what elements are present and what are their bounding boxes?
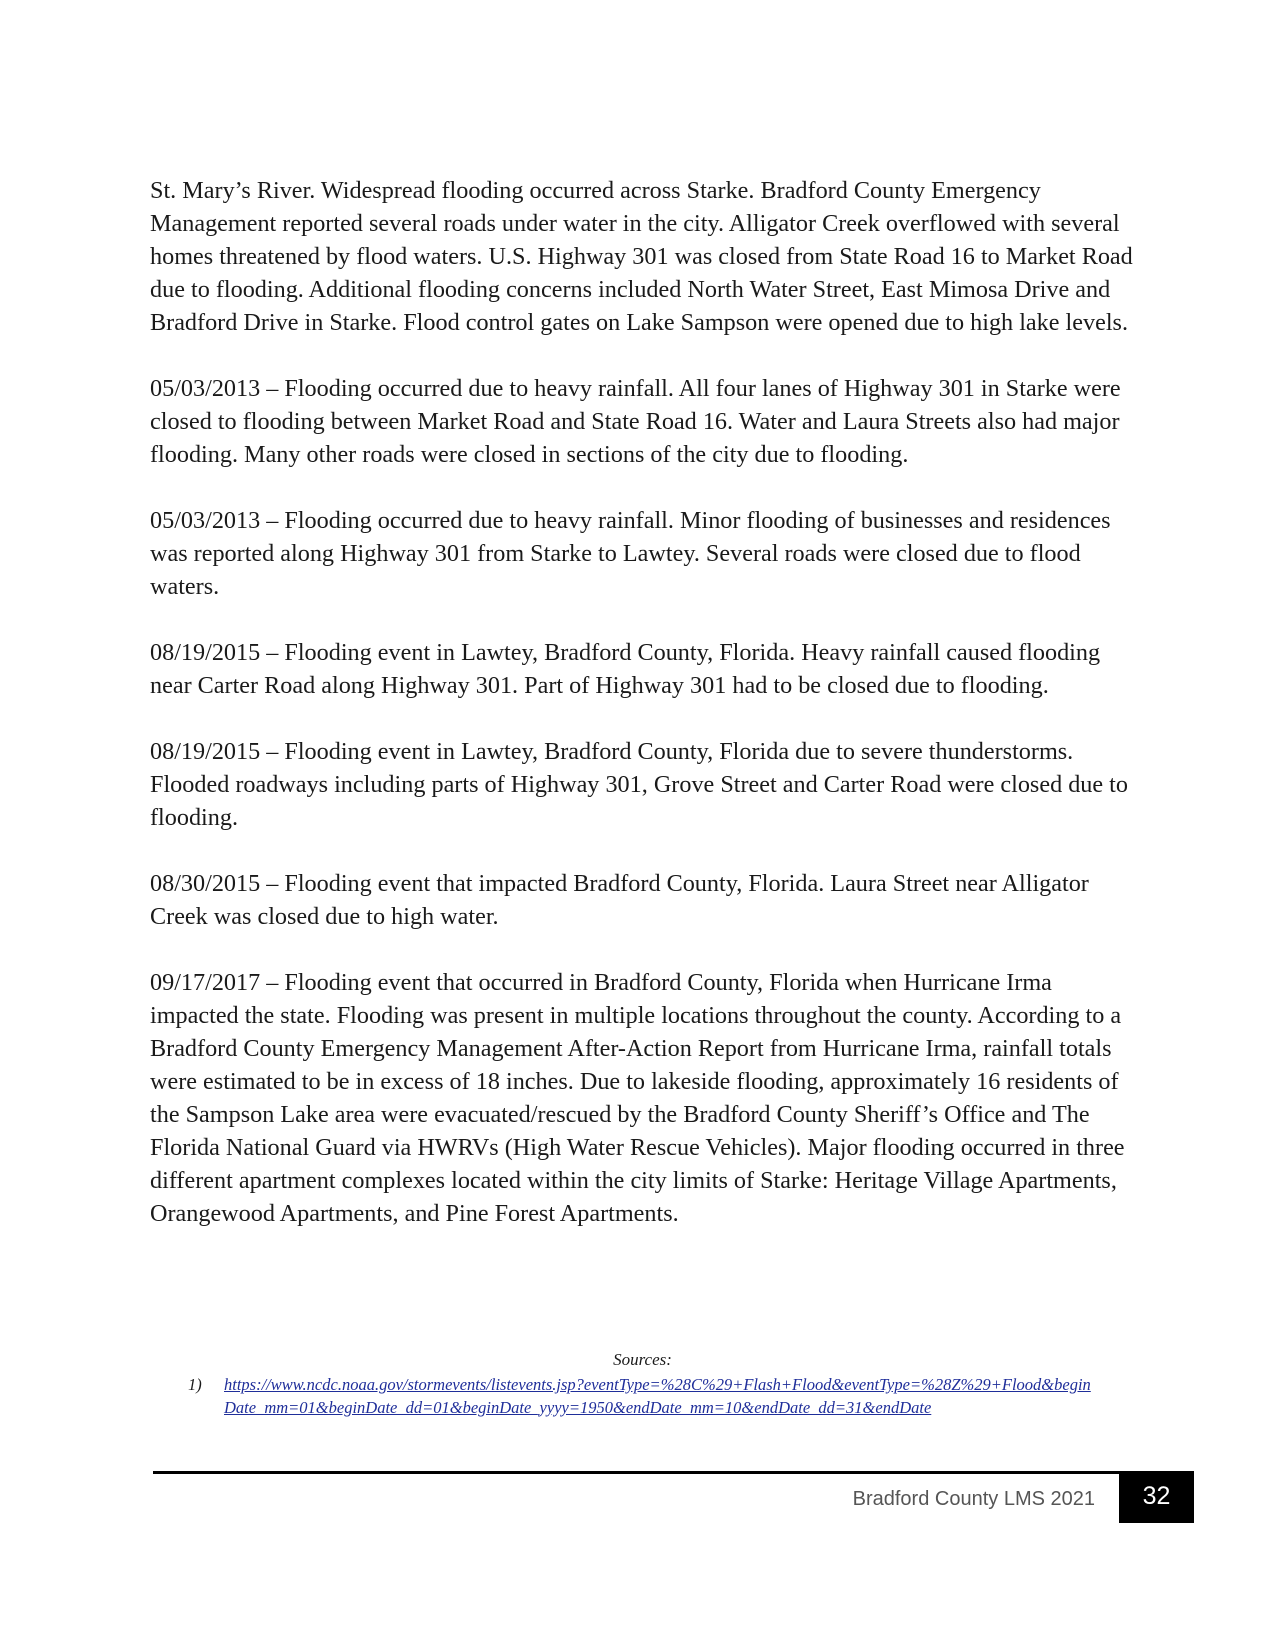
source-list-item [150, 1373, 1135, 1419]
paragraph-event-2015-08-30: 08/30/2015 – Flooding event that impacted Bradford County, Florida. Laura Street near Alligator Creek was closed due to high water. [150, 870, 1089, 930]
paragraph-event-2015-08-19-a: 08/19/2015 – Flooding event in Lawtey, Bradford County, Florida. Heavy rainfall caused flooding near Carter Road along Highway 301. Part of Highway 301 had to be closed due to flooding. [150, 639, 1101, 699]
footer-divider [153, 1471, 1145, 1474]
page-body [150, 174, 1135, 1263]
page-number: 32 [1119, 1471, 1194, 1523]
paragraph-event-2013-05-03-a: 05/03/2013 – Flooding occurred due to heavy rainfall. All four lanes of Highway 301 in Starke were closed to flooding between Market Road and State Road 16. Water and Laura Streets also had major flooding. Many other roads were closed in sections of the city due to flooding. [150, 375, 1121, 468]
paragraph-event-2015-08-19-b: 08/19/2015 – Flooding event in Lawtey, Bradford County, Florida due to severe thunderstorms. Flooded roadways including parts of Highway 301, Grove Street and Carter Road were closed due to flooding. [150, 738, 1128, 831]
paragraph-event-2017-09-17: 09/17/2017 – Flooding event that occurred in Bradford County, Florida when Hurricane Irma impacted the state. Flooding was present in multiple locations throughout the county. According to a Bradford County Emergency Management After-Action Report from Hurricane Irma, rainfall totals were estimated to be in excess of 18 inches. Due to lakeside flooding, approximately 16 residents of the Sampson Lake area were evacuated/rescued by the Bradford County Sheriff’s Office and The Florida National Guard via HWRVs (High Water Rescue Vehicles). Major flooding occurred in three different apartment complexes located within the city limits of Starke: Heritage Village Apartments, Orangewood Apartments, and Pine Forest Apartments. [150, 969, 1125, 1227]
source-link[interactable]: https://www.ncdc.noaa.gov/stormevents/listevents.jsp?eventType=%28C%29+Flash+Flood&eventType=%28Z%29+Flood&beginDate_mm=01&beginDate_dd=01&beginDate_yyyy=1950&endDate_mm=10&endDate_dd=31&endDate [224, 1375, 1091, 1417]
paragraph-continuation: St. Mary’s River. Widespread flooding occurred across Starke. Bradford County Emergency Management reported several roads under water in the city. Alligator Creek overflowed with several homes threatened by flood waters. U.S. Highway 301 was closed from State Road 16 to Market Road due to flooding. Additional flooding concerns included North Water Street, East Mimosa Drive and Bradford Drive in Starke. Flood control gates on Lake Sampson were opened due to high lake levels. [150, 177, 1133, 336]
source-number: 1) [188, 1375, 202, 1394]
footer-document-title: Bradford County LMS 2021 [852, 1488, 1095, 1510]
sources-section [150, 1349, 1135, 1419]
paragraph-event-2013-05-03-b: 05/03/2013 – Flooding occurred due to heavy rainfall. Minor flooding of businesses and residences was reported along Highway 301 from Starke to Lawtey. Several roads were closed due to flood waters. [150, 507, 1111, 600]
sources-title: Sources: [613, 1350, 672, 1369]
